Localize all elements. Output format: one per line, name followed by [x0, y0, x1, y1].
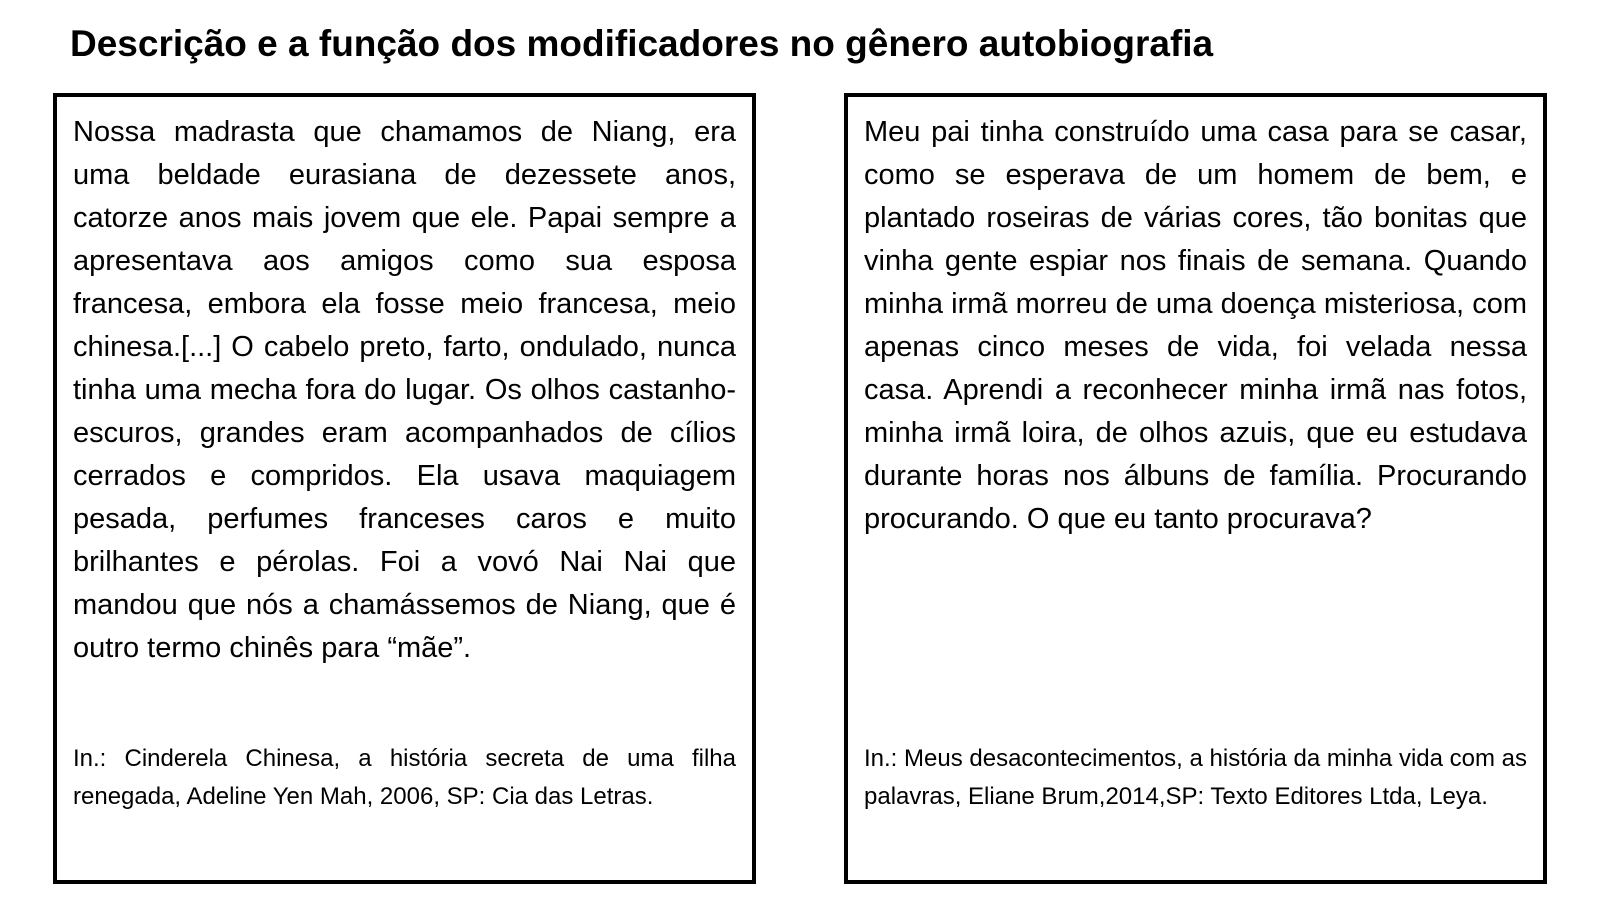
excerpt-box-right: [844, 93, 1547, 884]
excerpt-right-body: Meu pai tinha construído uma casa para se casar, como se esperava de um homem de bem, e plantado roseiras de várias cores, tão bonitas que vinha gente espiar nos finais de semana. Quando minha irmã morreu de uma doença misteriosa, com apenas cinco meses de vida, foi velada nessa casa. Aprendi a reconhecer minha irmã nas fotos, minha irmã loira, de olhos azuis, que eu estudava durante horas nos álbuns de família. Procurando procurando. O que eu tanto procurava?: [864, 116, 1527, 535]
excerpts-row: [53, 93, 1547, 884]
excerpt-left-citation: In.: Cinderela Chinesa, a história secreta de uma filha renegada, Adeline Yen Mah, 2006, SP: Cia das Letras.: [73, 745, 736, 810]
excerpt-right-citation: In.: Meus desacontecimentos, a história da minha vida com as palavras, Eliane Brum,2014,SP: Texto Editores Ltda, Leya.: [864, 745, 1527, 810]
excerpt-box-left: [53, 93, 756, 884]
excerpt-left-body: Nossa madrasta que chamamos de Niang, era uma beldade eurasiana de dezessete anos, catorze anos mais jovem que ele. Papai sempre a apresentava aos amigos como sua esposa francesa, embora ela fosse meio francesa, meio chinesa.[...] O cabelo preto, farto, ondulado, nunca tinha uma mecha fora do lugar. Os olhos castanho-escuros, grandes eram acompanhados de cílios cerrados e compridos. Ela usava maquiagem pesada, perfumes franceses caros e muito brilhantes e pérolas. Foi a vovó Nai Nai que mandou que nós a chamássemos de Niang, que é outro termo chinês para “mãe”.: [73, 116, 736, 664]
page-title: Descrição e a função dos modificadores no gênero autobiografia: [70, 23, 1214, 64]
